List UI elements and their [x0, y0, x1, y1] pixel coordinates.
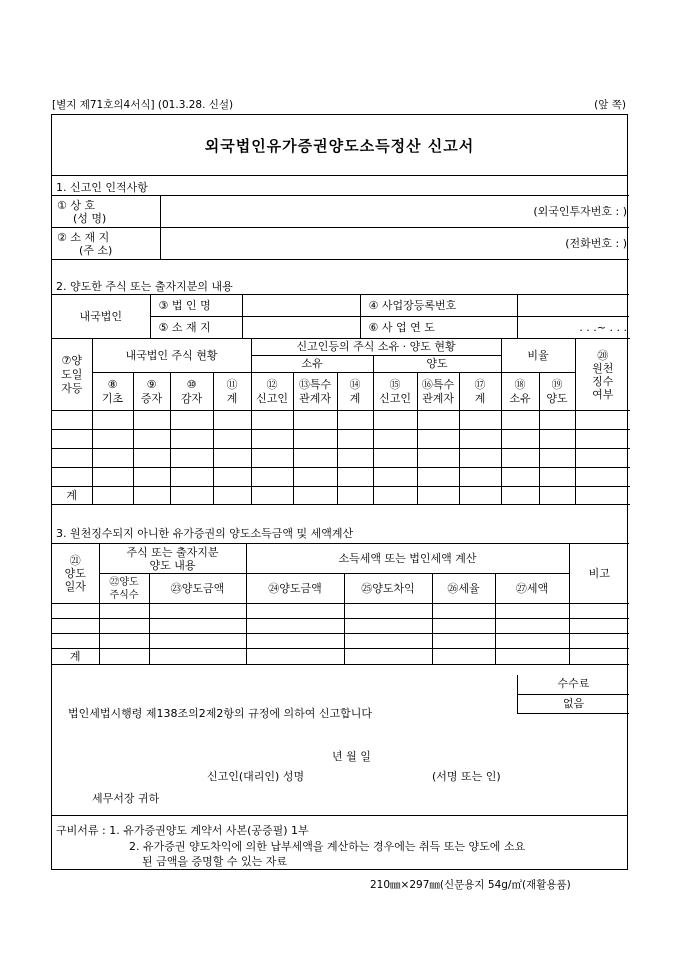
c9-text: 증자 [140, 391, 163, 405]
table-cell[interactable] [459, 468, 501, 487]
table-cell[interactable] [149, 604, 246, 619]
holder-status-header: 신고인등의 주식 소유 · 양도 현황 [251, 339, 501, 356]
table-cell[interactable] [213, 430, 251, 449]
table-cell[interactable] [293, 449, 337, 468]
table-cell[interactable] [52, 604, 99, 619]
section3-total-label: 계 [52, 649, 99, 665]
name-field[interactable] [160, 196, 629, 228]
address-label [52, 228, 160, 260]
biz-no-field[interactable] [517, 295, 629, 317]
table-cell[interactable] [170, 487, 213, 505]
table-cell[interactable] [501, 449, 539, 468]
table-cell[interactable] [373, 430, 417, 449]
table-cell[interactable] [251, 449, 293, 468]
table-cell[interactable] [52, 619, 99, 634]
table-cell[interactable] [52, 430, 92, 449]
table-cell[interactable] [92, 430, 133, 449]
table-cell[interactable] [92, 449, 133, 468]
address-label-1: ② 소 재 지 [57, 230, 110, 244]
c19-num: ⑲ [551, 377, 563, 391]
section2-title: 2. 양도한 주식 또는 출자지분의 내용 [56, 280, 233, 293]
table-cell[interactable] [432, 604, 495, 619]
divider [52, 175, 627, 176]
table-cell[interactable] [337, 487, 373, 505]
table-cell[interactable] [170, 468, 213, 487]
table-row [52, 411, 630, 430]
table-cell[interactable] [501, 487, 539, 505]
table-cell[interactable] [495, 604, 569, 619]
corp-name-label: ③ 법 인 명 [150, 295, 242, 317]
table-cell[interactable] [92, 468, 133, 487]
table-cell[interactable] [92, 487, 133, 505]
table-row [52, 468, 630, 487]
col7-header [52, 339, 92, 411]
declaration-text: 법인세법시행령 제138조의2제2항의 규정에 의하여 신고합니다 [68, 707, 373, 720]
table-cell[interactable] [459, 430, 501, 449]
domestic-corp-label: 내국법인 [52, 295, 150, 339]
table-cell[interactable] [251, 468, 293, 487]
section2-total-row [52, 487, 630, 505]
section1-title: 1. 신고인 인적사항 [56, 181, 148, 194]
biz-year-field[interactable]: . . .~ . . . [517, 317, 629, 339]
c13-num: ⑬특수 [298, 377, 332, 391]
table-cell[interactable] [344, 604, 432, 619]
table-cell[interactable] [495, 619, 569, 634]
section2-total-label: 계 [52, 487, 92, 505]
name-label-2: (성 명) [73, 211, 107, 225]
section2-status-table [52, 338, 630, 505]
table-cell[interactable] [293, 430, 337, 449]
name-label [52, 196, 160, 228]
attachments-item2-line2: 된 금액을 증명할 수 있는 자료 [142, 855, 287, 868]
c8-num: ⑧ [107, 377, 118, 391]
col7-line3: 자등 [61, 381, 83, 395]
c22-line2: 주식수 [109, 589, 139, 601]
table-cell[interactable] [417, 430, 459, 449]
c10-num: ⑩ [186, 377, 197, 391]
col15-header [373, 373, 417, 411]
c21-line1: ㉑ [69, 554, 81, 567]
c12-num: ⑫ [266, 377, 278, 391]
table-cell[interactable] [170, 430, 213, 449]
col19-header [539, 373, 575, 411]
table-cell[interactable] [337, 430, 373, 449]
table-cell[interactable] [373, 449, 417, 468]
col11-header [213, 373, 251, 411]
col14-header [337, 373, 373, 411]
section3-table [52, 543, 629, 665]
table-cell[interactable] [213, 468, 251, 487]
table-cell[interactable] [133, 411, 170, 430]
address-field[interactable] [160, 228, 629, 260]
table-row [52, 430, 630, 449]
table-cell[interactable] [170, 411, 213, 430]
table-cell[interactable] [246, 619, 344, 634]
phone-number: (전화번호 : ) [565, 236, 627, 250]
table-cell[interactable] [344, 634, 432, 649]
table-cell[interactable] [459, 449, 501, 468]
c21-line2: 양도 [64, 567, 86, 580]
table-cell[interactable] [251, 430, 293, 449]
c18-text: 소유 [509, 391, 531, 405]
c15-text: 신고인 [379, 391, 411, 405]
table-cell[interactable] [344, 619, 432, 634]
table-cell[interactable] [501, 468, 539, 487]
attachments-item1: 구비서류 : 1. 유가증권양도 계약서 사본(공증필) 1부 [56, 824, 309, 837]
table-cell[interactable] [293, 411, 337, 430]
table-cell[interactable] [432, 634, 495, 649]
form-number: [별지 제71호의4서식] (01.3.28. 신설) [52, 99, 234, 111]
table-cell[interactable] [539, 411, 575, 430]
table-cell[interactable] [569, 649, 629, 665]
table-cell[interactable] [213, 449, 251, 468]
table-cell[interactable] [133, 487, 170, 505]
divider [52, 815, 627, 816]
table-cell[interactable] [373, 411, 417, 430]
c22-line1: ㉒양도 [109, 576, 139, 588]
col13-header [293, 373, 337, 411]
c11-text: 계 [226, 391, 238, 405]
table-cell[interactable] [417, 468, 459, 487]
section3-title: 3. 원천징수되지 아니한 유가증권의 양도소득금액 및 세액계산 [56, 527, 354, 540]
table-cell[interactable] [373, 487, 417, 505]
table-cell[interactable] [133, 468, 170, 487]
stock-content-line2: 양도 내용 [149, 558, 196, 572]
attachments-item2-line1: 2. 유가증권 양도차익에 의한 납부세액을 계산하는 경우에는 취득 또는 양도에 소요 [129, 840, 526, 853]
table-cell[interactable] [501, 430, 539, 449]
table-cell[interactable] [575, 430, 630, 449]
col24-header: ㉔양도금액 [246, 574, 344, 604]
ratio-header: 비율 [501, 339, 575, 373]
col7-line2: 도일 [61, 367, 83, 381]
page-side: (앞 쪽) [594, 99, 626, 111]
c16-text: 관계자 [422, 391, 454, 405]
table-cell[interactable] [459, 487, 501, 505]
signer-label: 신고인(대리인) 성명 [207, 770, 305, 783]
c11-num: ⑪ [226, 377, 238, 391]
section3-rows [52, 604, 629, 649]
c10-text: 감자 [180, 391, 203, 405]
table-cell[interactable] [575, 487, 630, 505]
transfer-header: 양도 [373, 356, 501, 373]
table-cell[interactable] [569, 619, 629, 634]
table-cell[interactable] [293, 468, 337, 487]
table-cell[interactable] [52, 634, 99, 649]
col10-header [170, 373, 213, 411]
corp-name-field[interactable] [242, 295, 360, 317]
table-cell[interactable] [337, 449, 373, 468]
c9-num: ⑨ [146, 377, 157, 391]
c8-text: 기초 [101, 391, 124, 405]
col17-header [459, 373, 501, 411]
table-cell[interactable] [569, 604, 629, 619]
table-cell[interactable] [149, 619, 246, 634]
table-cell[interactable] [344, 649, 432, 665]
stock-content-line1: 주식 또는 출자지분 [126, 545, 219, 559]
col20-line3: 징수 [592, 374, 614, 388]
table-cell[interactable] [539, 487, 575, 505]
table-cell[interactable] [495, 649, 569, 665]
recipient: 세무서장 귀하 [92, 792, 160, 805]
col21-header [52, 544, 99, 604]
table-cell[interactable] [495, 634, 569, 649]
table-cell[interactable] [337, 468, 373, 487]
col20-line4: 여부 [592, 387, 614, 401]
table-cell[interactable] [251, 487, 293, 505]
table-cell[interactable] [501, 411, 539, 430]
col23-header: ㉓양도금액 [149, 574, 246, 604]
table-cell[interactable] [99, 604, 149, 619]
col7-line1: ⑦양 [61, 353, 82, 367]
table-cell[interactable] [52, 468, 92, 487]
c16-num: ⑯특수 [421, 377, 455, 391]
location-field[interactable] [242, 317, 360, 339]
table-cell[interactable] [170, 449, 213, 468]
table-cell[interactable] [417, 487, 459, 505]
col27-header: ㉗세액 [495, 574, 569, 604]
table-cell[interactable] [432, 619, 495, 634]
c18-num: ⑱ [514, 377, 526, 391]
col22-header [99, 574, 149, 604]
table-cell[interactable] [246, 649, 344, 665]
c12-text: 신고인 [256, 391, 288, 405]
remark-header: 비고 [569, 544, 629, 604]
col18-header [501, 373, 539, 411]
c17-text: 계 [474, 391, 486, 405]
own-header: 소유 [251, 356, 373, 373]
c14-text: 계 [349, 391, 361, 405]
col9-header [133, 373, 170, 411]
table-cell[interactable] [575, 411, 630, 430]
table-cell[interactable] [373, 468, 417, 487]
c14-num: ⑭ [349, 377, 361, 391]
table-cell[interactable] [133, 449, 170, 468]
table-cell[interactable] [337, 411, 373, 430]
foreign-investor-no: (외국인투자번호 : ) [533, 204, 627, 218]
table-cell[interactable] [213, 411, 251, 430]
table-cell[interactable] [99, 619, 149, 634]
form-header [52, 97, 628, 109]
name-label-1: ① 상 호 [57, 198, 96, 212]
table-cell[interactable] [99, 649, 149, 665]
table-cell[interactable] [293, 487, 337, 505]
col26-header: ㉖세율 [432, 574, 495, 604]
table-cell[interactable] [539, 430, 575, 449]
table-cell[interactable] [417, 411, 459, 430]
table-cell[interactable] [133, 430, 170, 449]
table-cell[interactable] [99, 634, 149, 649]
c21-line3: 일자 [64, 580, 86, 593]
table-cell[interactable] [459, 411, 501, 430]
table-row [52, 619, 629, 634]
fee-box [517, 675, 629, 714]
section1-table [52, 195, 629, 260]
col16-header [417, 373, 459, 411]
declaration-date[interactable]: 년 월 일 [332, 750, 371, 763]
col8-header [92, 373, 133, 411]
col20-line2: 원천 [592, 361, 614, 375]
table-cell[interactable] [149, 649, 246, 665]
table-cell[interactable] [417, 449, 459, 468]
table-cell[interactable] [432, 649, 495, 665]
section2-corp-table [52, 294, 629, 339]
tax-calc-header: 소득세액 또는 법인세액 계산 [246, 544, 569, 574]
table-row [52, 604, 629, 619]
table-cell[interactable] [246, 634, 344, 649]
col20-header [575, 339, 630, 411]
address-label-2: (주 소) [79, 243, 113, 257]
col25-header: ㉕양도차익 [344, 574, 432, 604]
biz-no-label: ④ 사업장등록번호 [360, 295, 517, 317]
table-cell[interactable] [246, 604, 344, 619]
table-cell[interactable] [539, 449, 575, 468]
section2-rows [52, 411, 630, 487]
table-row [52, 449, 630, 468]
fee-value: 없음 [518, 694, 630, 713]
stock-content-header [99, 544, 246, 574]
table-cell[interactable] [52, 411, 92, 430]
table-cell[interactable] [539, 468, 575, 487]
location-label: ⑤ 소 재 지 [150, 317, 242, 339]
signature-label[interactable]: (서명 또는 인) [432, 770, 501, 783]
table-cell[interactable] [92, 411, 133, 430]
fee-label: 수수료 [518, 675, 630, 694]
c13-text: 관계자 [299, 391, 331, 405]
c19-text: 양도 [546, 391, 568, 405]
section3-total-row [52, 649, 629, 665]
col12-header [251, 373, 293, 411]
form-title: 외국법인유가증권양도소득정산 신고서 [204, 137, 475, 155]
domestic-status-header: 내국법인 주식 현황 [92, 339, 251, 373]
form-frame [51, 114, 628, 870]
table-cell[interactable] [149, 634, 246, 649]
biz-year-label: ⑥ 사 업 연 도 [360, 317, 517, 339]
table-row [52, 634, 629, 649]
c15-num: ⑮ [389, 377, 401, 391]
c17-num: ⑰ [474, 377, 486, 391]
paper-spec: 210㎜×297㎜(신문용지 54g/㎡(재활용품) [370, 879, 571, 891]
table-cell[interactable] [251, 411, 293, 430]
table-cell[interactable] [575, 449, 630, 468]
table-cell[interactable] [575, 468, 630, 487]
table-cell[interactable] [52, 449, 92, 468]
table-cell[interactable] [569, 634, 629, 649]
table-cell[interactable] [213, 487, 251, 505]
col20-line1: ⑳ [597, 348, 609, 362]
